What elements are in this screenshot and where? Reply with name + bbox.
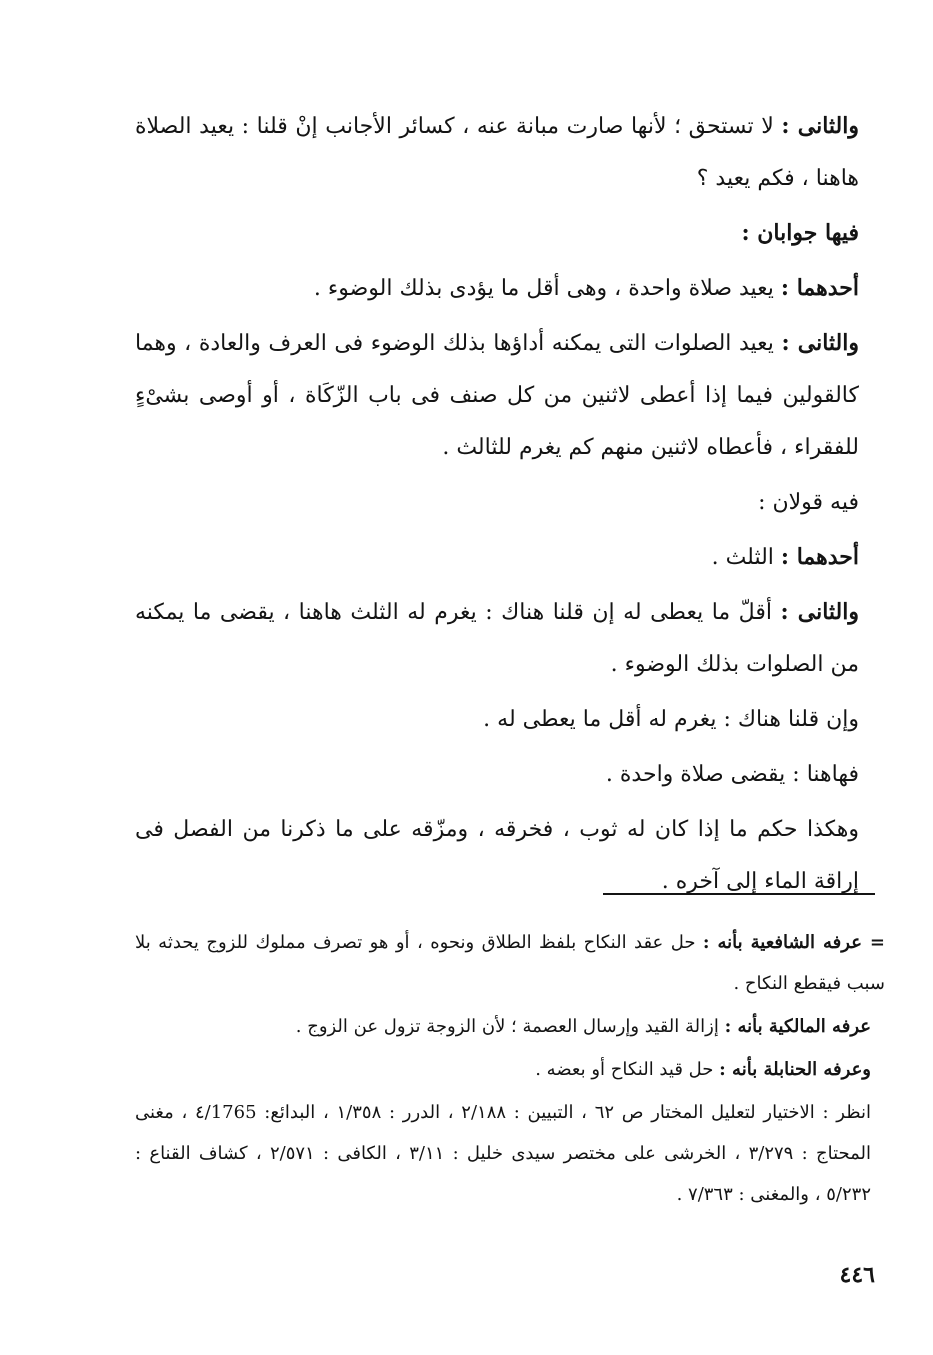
paragraph-text: يعيد الصلوات التى يمكنه أداؤها بذلك الوضوء فى العرف والعادة ، وهما كالقولين فيما إذا أعطى لاثنين من كل صنف فى باب الزّكَاة ، أو أوصى بشىْءٍ للفقراء ، فأعطاه لاثنين منهم كم يغرم للثالث . xyxy=(135,331,859,460)
footnote-3 xyxy=(135,1049,885,1090)
paragraph-7 xyxy=(135,586,885,691)
paragraph-6 xyxy=(135,531,885,584)
footnote-text: حل قيد النكاح أو بعضه . xyxy=(535,1059,714,1080)
footnote-text: حل عقد النكاح بلفظ الطلاق ونحوه ، أو هو تصرف مملوك للزوج يحدثه بلا سبب فيقطع النكاح . xyxy=(135,932,885,994)
paragraph-text: فهاهنا : يقضى صلاة واحدة . xyxy=(605,762,859,787)
paragraph-text: فيه قولان : xyxy=(758,490,859,515)
paragraph-lead: والثانى : xyxy=(781,330,860,356)
paragraph-lead: والثانى : xyxy=(781,113,859,139)
footnotes xyxy=(135,922,885,1217)
footnote-text: انظر : الاختيار لتعليل المختار ص ٦٢ ، التبيين : ٢/١٨٨ ، الدرر : ١/٣٥٨ ، البدائع: ٤/1765 ، مغنى المحتاج : ٣/٢٧٩ ، الخرشى على مختصر سيدى خليل : ٣/١١ ، الكافى : ٢/٥٧١ ، كشاف القناع : ٥/٢٣٢ ، والمغنى : ٧/٣٦٣ . xyxy=(135,1102,872,1205)
paragraph-text: لا تستحق ؛ لأنها صارت مبانة عنه ، كسائر الأجانب إنْ قلنا : يعيد الصلاة هاهنا ، فكم يعيد ؟ xyxy=(135,114,859,191)
page-number: ٤٤٦ xyxy=(839,1262,875,1288)
paragraph-5 xyxy=(135,476,885,529)
paragraph-8 xyxy=(135,693,885,746)
footnote-lead: عرفه المالكية بأنه : xyxy=(724,1016,871,1037)
paragraph-text: الثلث . xyxy=(711,545,774,570)
paragraph-text: وإن قلنا هناك : يغرم له أقل ما يعطى له . xyxy=(483,707,859,732)
paragraph-lead: أحدهما : xyxy=(780,544,859,570)
footnote-1 xyxy=(135,922,885,1004)
paragraph-text: وهكذا حكم ما إذا كان له ثوب ، فخرقه ، ومزّقه على ما ذكرنا من الفصل فى إراقة الماء إلى آخره . xyxy=(135,817,859,894)
footnote-4 xyxy=(135,1092,885,1215)
paragraph-lead: أحدهما : xyxy=(780,275,859,301)
paragraph-2 xyxy=(135,207,885,260)
footnote-2 xyxy=(135,1006,885,1047)
footnote-lead: وعرفه الحنابلة بأنه : xyxy=(719,1059,871,1080)
paragraph-1 xyxy=(135,100,885,205)
footnote-text: إزالة القيد وإرسال العصمة ؛ لأن الزوجة تزول عن الزوج . xyxy=(295,1016,719,1037)
paragraph-lead: والثانى : xyxy=(780,599,859,625)
main-text xyxy=(135,100,885,910)
paragraph-9 xyxy=(135,748,885,801)
paragraph-text: يعيد صلاة واحدة ، وهى أقل ما يؤدى بذلك الوضوء . xyxy=(313,276,774,301)
footnote-lead: = عرفه الشافعية بأنه : xyxy=(702,932,885,953)
paragraph-lead: فيها جوابان : xyxy=(741,220,859,246)
paragraph-3 xyxy=(135,262,885,315)
paragraph-4 xyxy=(135,317,885,474)
footnote-divider xyxy=(603,893,875,895)
paragraph-text: أقلّ ما يعطى له إن قلنا هناك : يغرم له الثلث هاهنا ، يقضى ما يمكنه من الصلوات بذلك الوضوء . xyxy=(135,600,859,677)
